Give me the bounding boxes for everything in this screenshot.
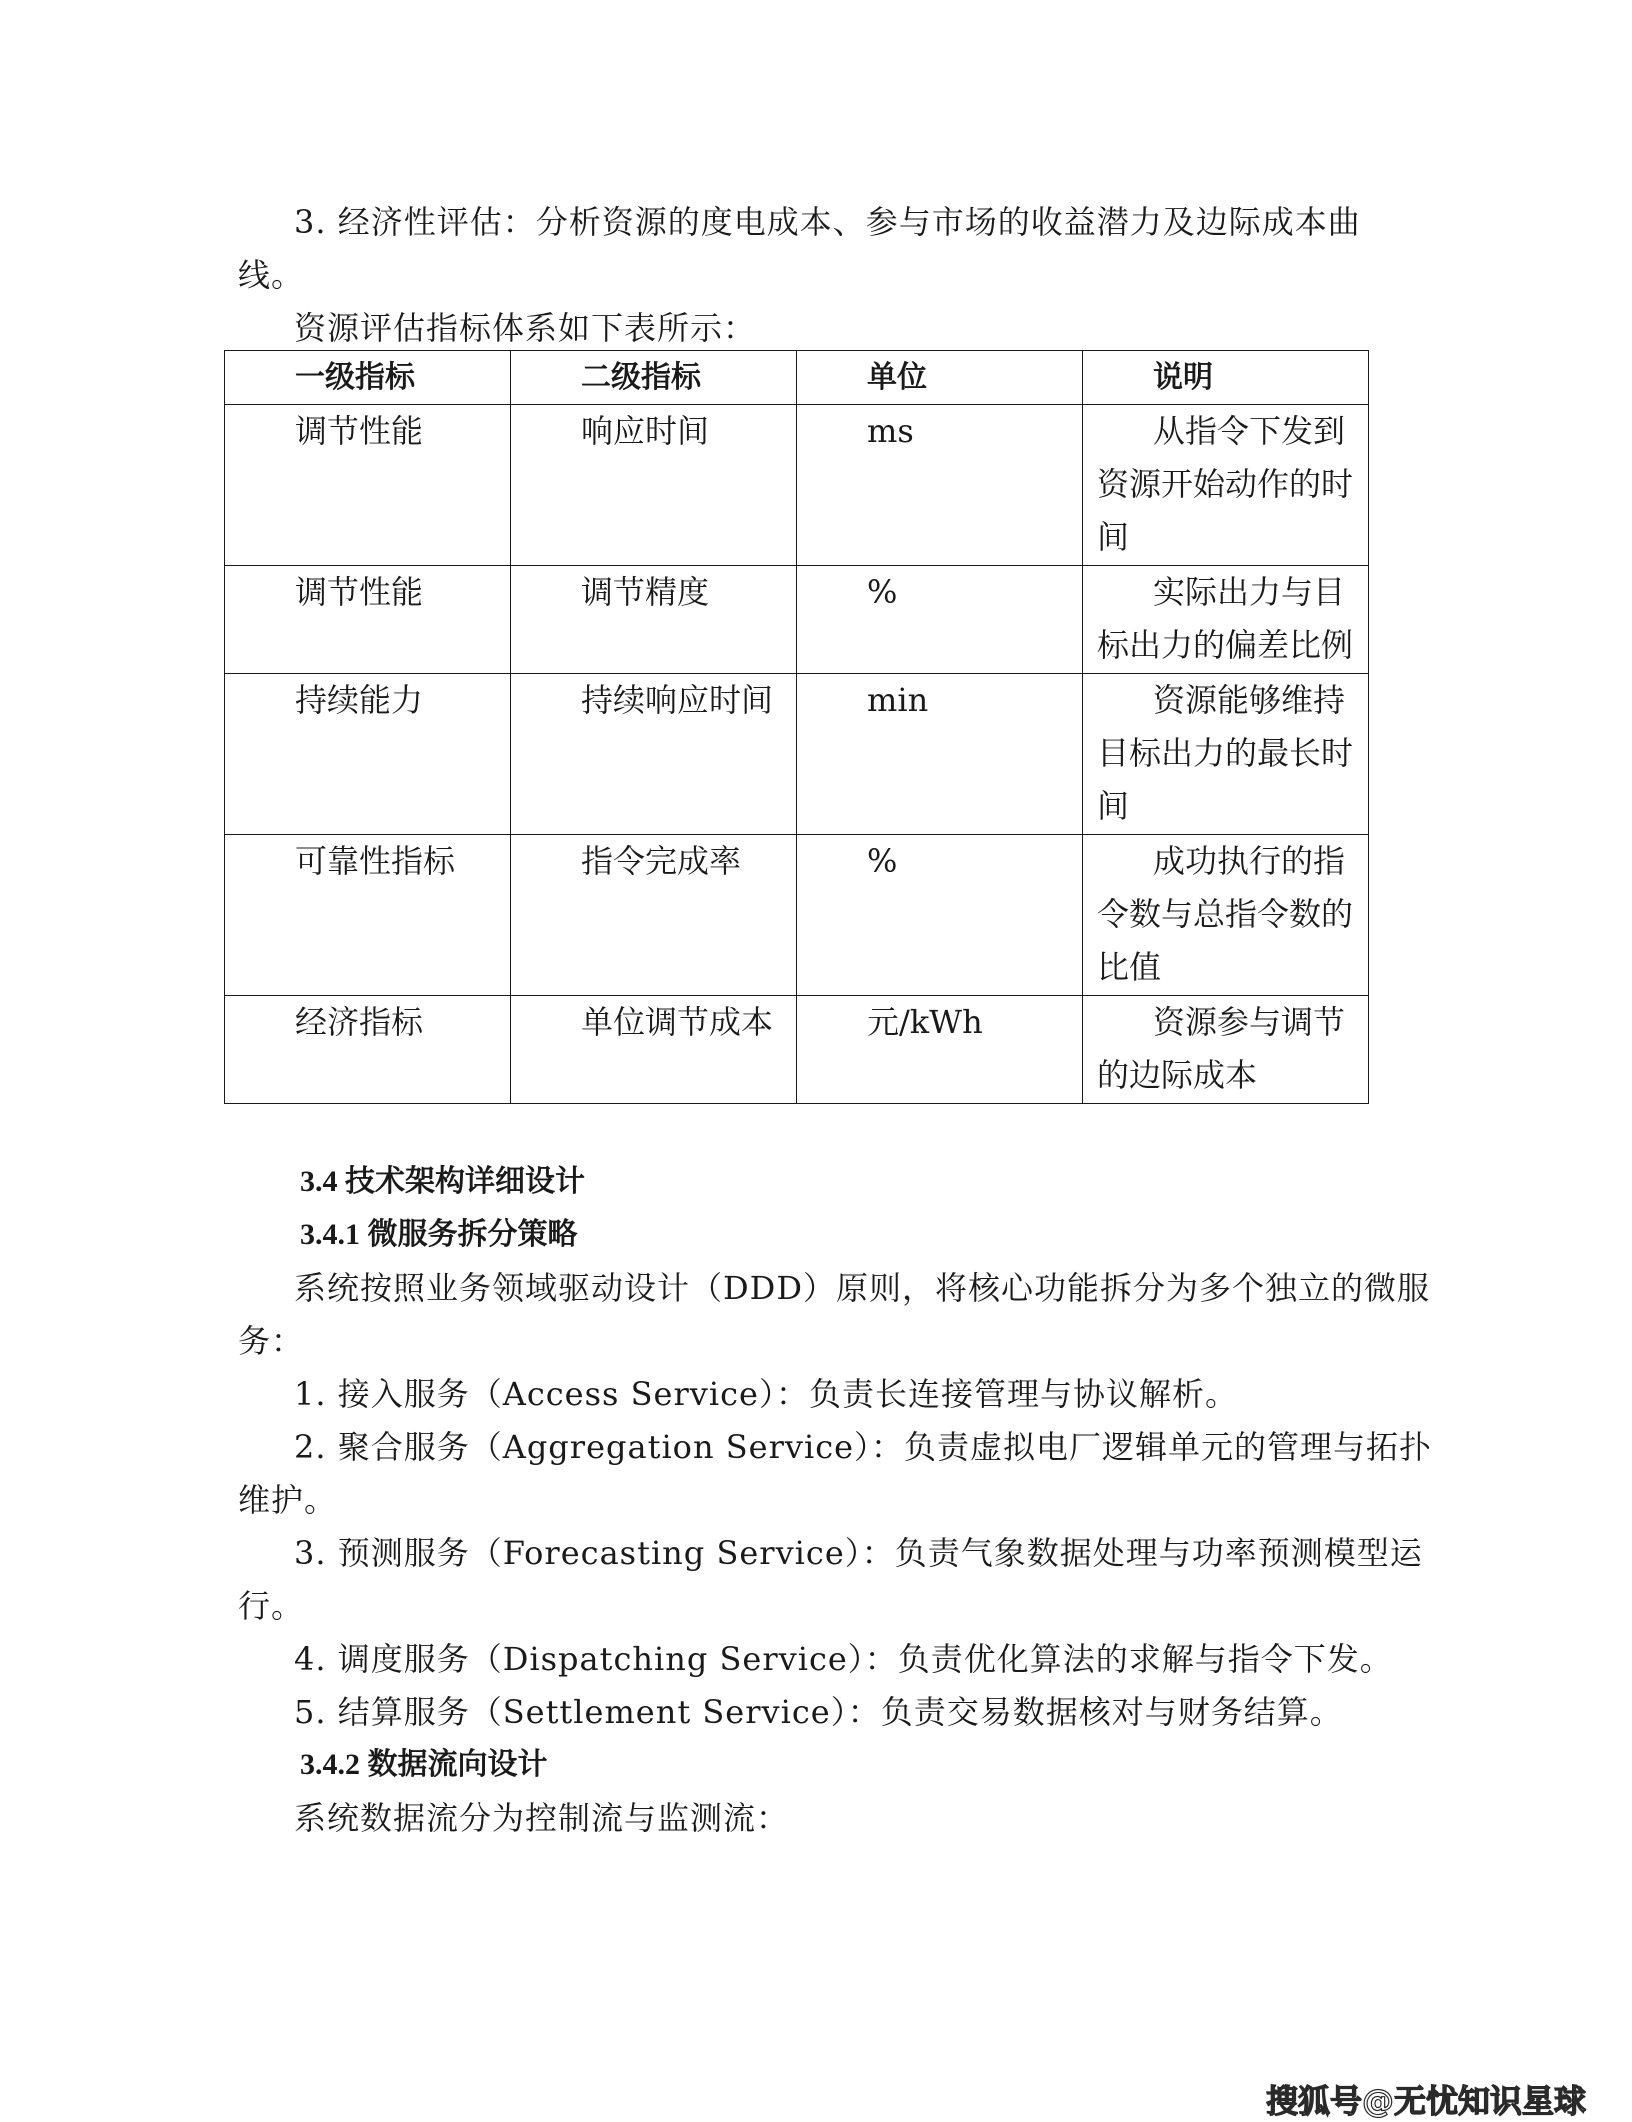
header-unit: 单位 [797,351,1083,405]
cell-level2: 持续响应时间 [511,674,797,835]
cell-description: 资源能够维持目标出力的最长时间 [1083,674,1369,835]
table-row [225,566,1369,674]
dataflow-intro: 系统数据流分为控制流与监测流： [294,1799,790,1837]
cell-level1: 可靠性指标 [225,835,511,996]
header-level2: 二级指标 [511,351,797,405]
table-row [225,996,1369,1104]
cell-level2: 指令完成率 [511,835,797,996]
section-3-4-2-heading: 3.4.2 数据流向设计 [300,1748,548,1781]
list-item: 2. 聚合服务（Aggregation Service）：负责虚拟电厂逻辑单元的管理与拓扑 [294,1428,1433,1466]
cell-description: 从指令下发到资源开始动作的时间 [1083,405,1369,566]
list-item: 4. 调度服务（Dispatching Service）：负责优化算法的求解与指令下发。 [294,1640,1393,1678]
cell-level1: 调节性能 [225,566,511,674]
header-description: 说明 [1083,351,1369,405]
cell-level1: 持续能力 [225,674,511,835]
microservice-intro-line1: 系统按照业务领域驱动设计（DDD）原则，将核心功能拆分为多个独立的微服 [294,1269,1430,1307]
section-3-4-1-heading: 3.4.1 微服务拆分策略 [300,1218,578,1251]
table-row [225,674,1369,835]
section-3-4-heading: 3.4 技术架构详细设计 [300,1165,585,1198]
cell-level2: 单位调节成本 [511,996,797,1104]
microservice-intro-line2: 务： [238,1322,305,1360]
list-item-continuation: 行。 [238,1587,305,1625]
table-row [225,405,1369,566]
source-watermark: 搜狐号@无忧知识星球 [1265,2082,1586,2120]
cell-unit: % [797,835,1083,996]
cell-level1: 调节性能 [225,405,511,566]
list-item: 5. 结算服务（Settlement Service）：负责交易数据核对与财务结算。 [294,1693,1343,1731]
list-item: 3. 预测服务（Forecasting Service）：负责气象数据处理与功率预测模型运 [294,1534,1423,1572]
cell-unit: 元/kWh [797,996,1083,1104]
header-level1: 一级指标 [225,351,511,405]
cell-description: 成功执行的指令数与总指令数的比值 [1083,835,1369,996]
list-item-continuation: 维护。 [238,1481,338,1519]
cell-unit: ms [797,405,1083,566]
table-row [225,835,1369,996]
cell-level1: 经济指标 [225,996,511,1104]
cell-description: 实际出力与目标出力的偏差比例 [1083,566,1369,674]
cell-level2: 响应时间 [511,405,797,566]
econ-assessment-line1: 3. 经济性评估：分析资源的度电成本、参与市场的收益潜力及边际成本曲 [294,203,1361,241]
cell-unit: % [797,566,1083,674]
indicator-table [224,350,1369,1104]
econ-assessment-line2: 线。 [238,256,305,294]
table-header-row [225,351,1369,405]
cell-description: 资源参与调节的边际成本 [1083,996,1369,1104]
list-item: 1. 接入服务（Access Service）：负责长连接管理与协议解析。 [294,1375,1238,1413]
cell-level2: 调节精度 [511,566,797,674]
table-intro: 资源评估指标体系如下表所示： [294,309,757,347]
cell-unit: min [797,674,1083,835]
